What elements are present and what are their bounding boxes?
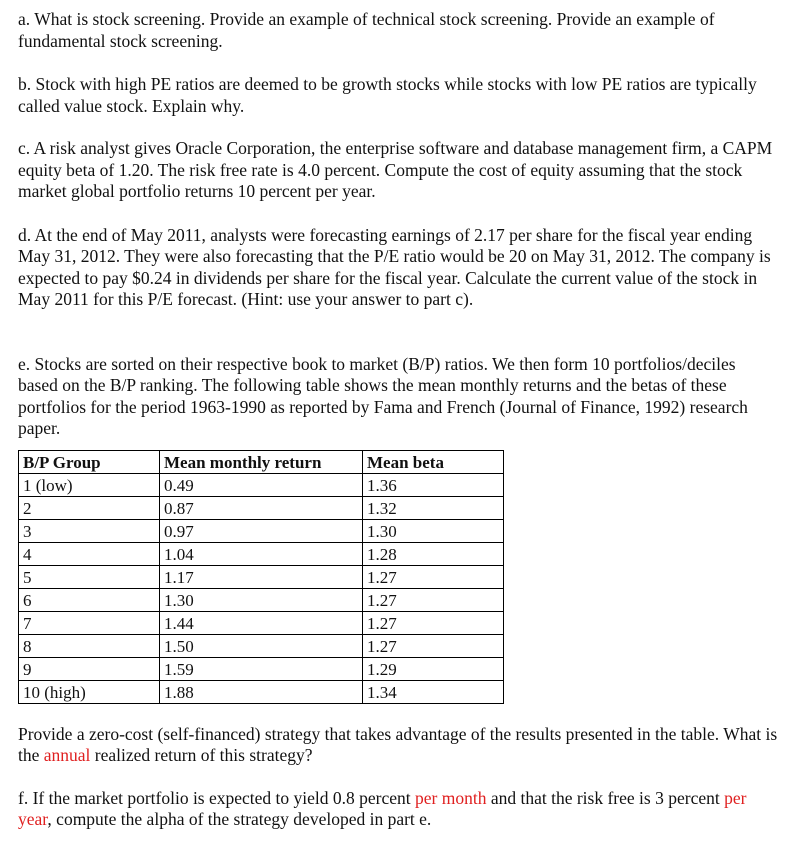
highlight-per-month: per month bbox=[415, 787, 487, 808]
cell-bp-group: 8 bbox=[19, 634, 160, 657]
header-mean-monthly-return: Mean monthly return bbox=[160, 450, 363, 473]
bp-returns-table bbox=[18, 450, 504, 704]
table-header-row bbox=[19, 450, 504, 473]
cell-bp-group: 3 bbox=[19, 519, 160, 542]
table-row bbox=[19, 611, 504, 634]
cell-mean-return: 1.04 bbox=[160, 542, 363, 565]
cell-bp-group: 7 bbox=[19, 611, 160, 634]
cell-mean-return: 1.88 bbox=[160, 680, 363, 703]
question-f-text-3: , compute the alpha of the strategy developed in part e. bbox=[47, 809, 432, 829]
cell-mean-return: 1.30 bbox=[160, 588, 363, 611]
cell-mean-beta: 1.36 bbox=[363, 473, 504, 496]
cell-bp-group: 6 bbox=[19, 588, 160, 611]
cell-mean-beta: 1.32 bbox=[363, 496, 504, 519]
table-row bbox=[19, 473, 504, 496]
question-f-text-1: f. If the market portfolio is expected to yield 0.8 percent bbox=[18, 787, 416, 808]
table-row bbox=[19, 496, 504, 519]
header-mean-beta: Mean beta bbox=[363, 450, 504, 473]
question-e: e. Stocks are sorted on their respective book to market (B/P) ratios. We then form 10 portfolios/deciles based on the B/P ranking. The following table shows the mean monthly returns and the betas of these portfolios for the period 1963-1990 as reported by Fama and French (Journal of Finance, 1992) research paper. bbox=[18, 353, 748, 438]
cell-mean-beta: 1.27 bbox=[363, 565, 504, 588]
highlight-per-year: per year bbox=[18, 787, 747, 829]
cell-mean-beta: 1.34 bbox=[363, 680, 504, 703]
question-a: a. What is stock screening. Provide an example of technical stock screening. Provide an example of fundamental stock screening. bbox=[18, 9, 715, 51]
table-row bbox=[19, 588, 504, 611]
table-row bbox=[19, 657, 504, 680]
table-row bbox=[19, 565, 504, 588]
cell-bp-group: 9 bbox=[19, 657, 160, 680]
cell-mean-beta: 1.27 bbox=[363, 634, 504, 657]
question-e-followup-text-2: realized return of this strategy? bbox=[90, 745, 313, 765]
cell-mean-return: 1.50 bbox=[160, 634, 363, 657]
table-row bbox=[19, 542, 504, 565]
cell-mean-return: 1.44 bbox=[160, 611, 363, 634]
cell-bp-group: 5 bbox=[19, 565, 160, 588]
cell-bp-group: 1 (low) bbox=[19, 473, 160, 496]
table-row bbox=[19, 519, 504, 542]
cell-mean-return: 1.59 bbox=[160, 657, 363, 680]
question-b: b. Stock with high PE ratios are deemed to be growth stocks while stocks with low PE ratios are typically called value stock. Explain why. bbox=[18, 74, 757, 116]
header-bp-group: B/P Group bbox=[19, 450, 160, 473]
question-e-followup-text-1: Provide a zero-cost (self-financed) strategy that takes advantage of the results presented in the table. What is the bbox=[18, 723, 778, 765]
cell-mean-beta: 1.27 bbox=[363, 611, 504, 634]
cell-mean-return: 0.49 bbox=[160, 473, 363, 496]
table-row bbox=[19, 680, 504, 703]
cell-mean-return: 0.87 bbox=[160, 496, 363, 519]
cell-mean-beta: 1.28 bbox=[363, 542, 504, 565]
cell-bp-group: 2 bbox=[19, 496, 160, 519]
table-row bbox=[19, 634, 504, 657]
cell-mean-beta: 1.30 bbox=[363, 519, 504, 542]
cell-mean-beta: 1.27 bbox=[363, 588, 504, 611]
question-f bbox=[18, 788, 778, 831]
question-e-followup bbox=[18, 724, 778, 767]
cell-mean-return: 1.17 bbox=[160, 565, 363, 588]
cell-mean-beta: 1.29 bbox=[363, 657, 504, 680]
cell-bp-group: 10 (high) bbox=[19, 680, 160, 703]
cell-mean-return: 0.97 bbox=[160, 519, 363, 542]
highlight-annual: annual bbox=[43, 745, 91, 765]
question-f-text-2: and that the risk free is 3 percent bbox=[486, 787, 725, 808]
question-c: c. A risk analyst gives Oracle Corporation, the enterprise software and database management firm, a CAPM equity beta of 1.20. The risk free rate is 4.0 percent. Compute the cost of equity assuming that the stock market global portfolio returns 10 percent per year. bbox=[18, 138, 773, 201]
cell-bp-group: 4 bbox=[19, 542, 160, 565]
document-page bbox=[18, 9, 778, 831]
question-d: d. At the end of May 2011, analysts were forecasting earnings of 2.17 per share for the fiscal year ending May 31, 2012. They were also forecasting that the P/E ratio would be 20 on May 31, 2012. The company is expected to pay $0.24 in dividends per share for the fiscal year. Calculate the current value of the stock in May 2011 for this P/E forecast. (Hint: use your answer to part c). bbox=[18, 224, 771, 309]
